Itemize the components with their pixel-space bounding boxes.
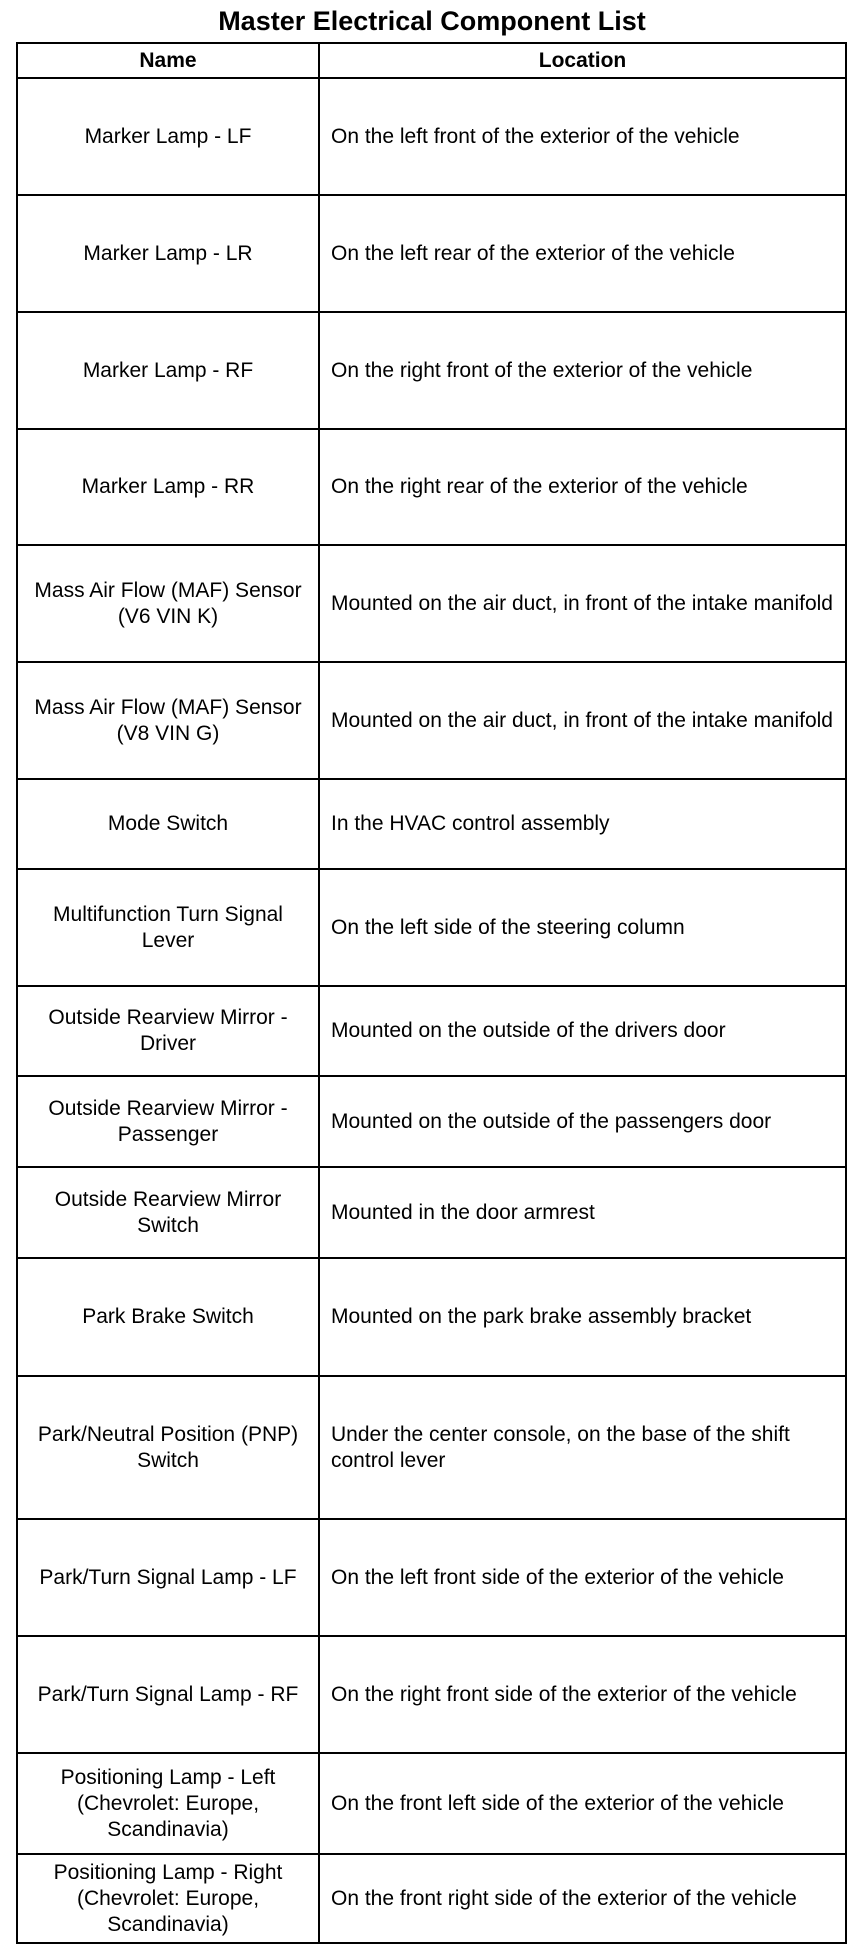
component-name: Park/Neutral Position (PNP) Switch — [17, 1376, 319, 1519]
component-name: Outside Rearview Mirror Switch — [17, 1167, 319, 1258]
table-row — [17, 545, 846, 662]
component-name: Outside Rearview Mirror - Passenger — [17, 1076, 319, 1167]
component-name: Mass Air Flow (MAF) Sensor (V6 VIN K) — [17, 545, 319, 662]
page-title: Master Electrical Component List — [218, 6, 646, 36]
table-row — [17, 195, 846, 312]
table-row — [17, 1519, 846, 1636]
table-row — [17, 312, 846, 429]
component-location: On the left side of the steering column — [319, 869, 846, 986]
table-row — [17, 662, 846, 779]
component-location: Mounted on the air duct, in front of the intake manifold — [319, 662, 846, 779]
table-row — [17, 1753, 846, 1854]
table-row — [17, 429, 846, 545]
table-row — [17, 869, 846, 986]
component-name: Marker Lamp - RF — [17, 312, 319, 429]
component-name: Park/Turn Signal Lamp - LF — [17, 1519, 319, 1636]
component-name: Park/Turn Signal Lamp - RF — [17, 1636, 319, 1753]
table-row — [17, 1636, 846, 1753]
component-location: Mounted on the outside of the drivers door — [319, 986, 846, 1076]
table-row — [17, 78, 846, 195]
component-name: Outside Rearview Mirror - Driver — [17, 986, 319, 1076]
table-row — [17, 779, 846, 869]
component-location: On the left front side of the exterior of the vehicle — [319, 1519, 846, 1636]
component-location: Under the center console, on the base of the shift control lever — [319, 1376, 846, 1519]
component-name: Marker Lamp - LF — [17, 78, 319, 195]
component-location: On the front right side of the exterior of the vehicle — [319, 1854, 846, 1943]
component-name: Mode Switch — [17, 779, 319, 869]
table-row — [17, 1376, 846, 1519]
component-location: On the left front of the exterior of the vehicle — [319, 78, 846, 195]
table-row — [17, 986, 846, 1076]
component-name: Positioning Lamp - Left (Chevrolet: Europe, Scandinavia) — [17, 1753, 319, 1854]
component-location: On the right rear of the exterior of the vehicle — [319, 429, 846, 545]
component-name: Mass Air Flow (MAF) Sensor (V8 VIN G) — [17, 662, 319, 779]
component-name: Positioning Lamp - Right (Chevrolet: Europe, Scandinavia) — [17, 1854, 319, 1943]
table-row — [17, 1076, 846, 1167]
component-name: Park Brake Switch — [17, 1258, 319, 1376]
component-location: On the right front of the exterior of the vehicle — [319, 312, 846, 429]
component-location: In the HVAC control assembly — [319, 779, 846, 869]
table-row — [17, 1167, 846, 1258]
column-header-location: Location — [319, 43, 846, 78]
component-table — [16, 42, 847, 1944]
component-location: Mounted in the door armrest — [319, 1167, 846, 1258]
component-location: On the front left side of the exterior of the vehicle — [319, 1753, 846, 1854]
component-location: Mounted on the air duct, in front of the intake manifold — [319, 545, 846, 662]
header-row — [17, 43, 846, 78]
component-location: On the left rear of the exterior of the vehicle — [319, 195, 846, 312]
table-row — [17, 1854, 846, 1943]
component-location: On the right front side of the exterior of the vehicle — [319, 1636, 846, 1753]
component-location: Mounted on the outside of the passengers door — [319, 1076, 846, 1167]
component-location: Mounted on the park brake assembly bracket — [319, 1258, 846, 1376]
component-name: Marker Lamp - RR — [17, 429, 319, 545]
table-row — [17, 1258, 846, 1376]
component-name: Multifunction Turn Signal Lever — [17, 869, 319, 986]
column-header-name: Name — [17, 43, 319, 78]
component-name: Marker Lamp - LR — [17, 195, 319, 312]
